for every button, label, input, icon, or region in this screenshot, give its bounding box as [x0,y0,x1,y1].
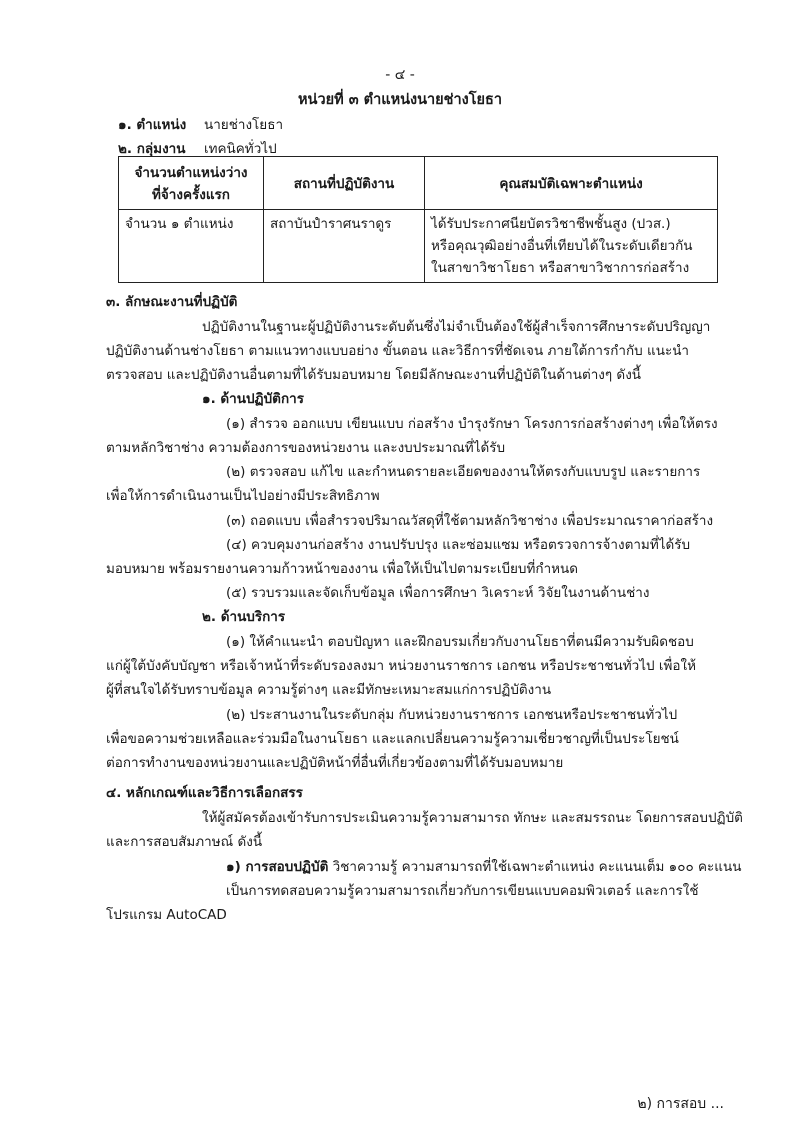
sub1-heading: ๑. ด้านปฏิบัติการ [202,391,304,407]
header-vacancy-count [119,157,264,210]
header-location: สถานที่ปฏิบัติงาน [264,157,425,210]
sub2-heading: ๒. ด้านบริการ [202,609,286,625]
ops-item-2-line-2: เพื่อให้การดำเนินงานเป็นไปอย่างมีประสิทธิภาพ [106,488,380,504]
ops-item-4-line-1: (๔) ควบคุมงานก่อสร้าง งานปรับปรุง และซ่อมแซม หรือตรวจการจ้างตามที่ได้รับ [226,537,691,553]
header-qualifications: คุณสมบัติเฉพาะตำแหน่ง [425,157,718,210]
service-item-1-line-2: แก่ผู้ใต้บังคับบัญชา หรือเจ้าหน้าที่ระดับรองลงมา หน่วยงานราชการ เอกชน หรือประชาชนทั่วไป เพื่อให้ [106,658,696,674]
section4-intro-line-1: ให้ผู้สมัครต้องเข้ารับการประเมินความรู้ความสามารถ ทักษะ และสมรรถนะ โดยการสอบปฏิบัติ [202,810,743,826]
qualification-line-2: หรือคุณวุฒิอย่างอื่นที่เทียบได้ในระดับเดียวกัน [431,238,693,254]
qualification-line-3: ในสาขาวิชาโยธา หรือสาขาวิชาการก่อสร้าง [431,260,690,276]
selection-item-1 [226,855,741,877]
section3-intro-line-3: ตรวจสอบ และปฏิบัติงานอื่นตามที่ได้รับมอบหมาย โดยมีลักษณะงานที่ปฏิบัติในด้านต่างๆ ดังนี้ [106,367,642,383]
position-label: ๑. ตำแหน่ง [118,117,187,133]
continued-marker: ๒) การสอบ ... [637,1096,724,1112]
cell-location: สถาบันปำราศนราดูร [264,210,425,283]
section4-heading: ๔. หลักเกณฑ์และวิธีการเลือกสรร [106,785,303,801]
position-table [118,156,718,283]
service-item-2-line-3: ต่อการทำงานของหน่วยงานและปฏิบัติหน้าที่อื่นที่เกี่ยวข้องตามที่ได้รับมอบหมาย [106,755,564,771]
ops-item-1-line-1: (๑) สำรวจ ออกแบบ เขียนแบบ ก่อสร้าง บำรุงรักษา โครงการก่อสร้างต่างๆ เพื่อให้ตรง [226,416,718,432]
group-value: เทคนิคทั่วไป [204,141,277,157]
table-header-row [119,157,718,210]
qualification-line-1: ได้รับประกาศนียบัตรวิชาชีพชั้นสูง (ปวส.) [431,216,671,232]
header-vacancy-line-1: จำนวนตำแหน่งว่าง [134,165,248,181]
section3-intro-line-2: ปฏิบัติงานด้านช่างโยธา ตามแนวทางแบบอย่าง ขั้นตอน และวิธีการที่ชัดเจน ภายใต้การกำกับ แนะนำ [106,343,690,359]
unit-title: หน่วยที่ ๓ ตำแหน่งนายช่างโยธา [297,92,503,108]
ops-item-1-line-2: ตามหลักวิชาช่าง ความต้องการของหน่วยงาน และงบประมาณที่ได้รับ [106,440,506,456]
selection-item-1-label: ๑) การสอบปฏิบัติ [226,859,329,875]
cell-qualifications [425,210,718,283]
service-item-1-line-3: ผู้ที่สนใจได้รับทราบข้อมูล ความรู้ต่างๆ และมีทักษะเหมาะสมแก่การปฏิบัติงาน [106,682,552,698]
section3-heading: ๓. ลักษณะงานที่ปฏิบัติ [106,294,238,310]
ops-item-5: (๕) รวบรวมและจัดเก็บข้อมูล เพื่อการศึกษา วิเคราะห์ วิจัยในงานด้านช่าง [226,585,650,601]
page-number: - ๔ - [385,67,415,83]
ops-item-2-line-1: (๒) ตรวจสอบ แก้ไข และกำหนดรายละเอียดของงานให้ตรงกับแบบรูป และรายการ [226,464,701,480]
ops-item-4-line-2: มอบหมาย พร้อมรายงานความก้าวหน้าของงาน เพื่อให้เป็นไปตามระเบียบที่กำหนด [106,561,579,577]
service-item-2-line-1: (๒) ประสานงานในระดับกลุ่ม กับหน่วยงานราชการ เอกชนหรือประชาชนทั่วไป [226,707,678,723]
position-value: นายช่างโยธา [204,117,284,133]
section3-intro-line-1: ปฏิบัติงานในฐานะผู้ปฏิบัติงานระดับต้นซึ่งไม่จำเป็นต้องใช้ผู้สำเร็จการศึกษาระดับปริญญา [202,319,711,335]
service-item-1-line-1: (๑) ให้คำแนะนำ ตอบปัญหา และฝึกอบรมเกี่ยวกับงานโยธาที่ตนมีความรับผิดชอบ [226,634,694,650]
selection-item-1-desc-line-1: เป็นการทดสอบความรู้ความสามารถเกี่ยวกับการเขียนแบบคอมพิวเตอร์ และการใช้ [226,883,699,899]
section4-intro-line-2: และการสอบสัมภาษณ์ ดังนี้ [106,834,263,850]
service-item-2-line-2: เพื่อขอความช่วยเหลือและร่วมมือในงานโยธา และแลกเปลี่ยนความรู้ความเชี่ยวชาญที่เป็นประโยชน์ [106,731,679,747]
table-row [119,210,718,283]
cell-count: จำนวน ๑ ตำแหน่ง [119,210,264,283]
selection-item-1-text: วิชาความรู้ ความสามารถที่ใช้เฉพาะตำแหน่ง คะแนนเต็ม ๑๐๐ คะแนน [332,859,742,875]
ops-item-3: (๓) ถอดแบบ เพื่อสำรวจปริมาณวัสดุที่ใช้ตามหลักวิชาช่าง เพื่อประมาณราคาก่อสร้าง [226,513,714,529]
group-label: ๒. กลุ่มงาน [118,141,186,157]
header-vacancy-line-2: ที่จ้างครั้งแรก [152,187,230,203]
selection-item-1-desc-line-2: โปรแกรม AutoCAD [106,907,227,923]
